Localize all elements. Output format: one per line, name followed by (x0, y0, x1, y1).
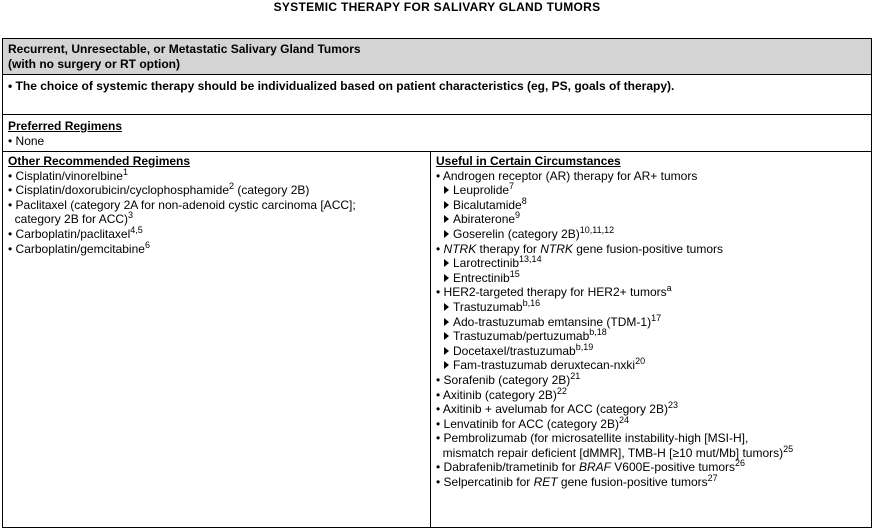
footnote-ref: a (666, 283, 672, 294)
useful-list (436, 169, 866, 490)
footnote-ref: 13,14 (519, 254, 542, 265)
sub-item: Larotrectinib$^{13,14}$ (436, 256, 866, 271)
footnote-ref: 4,5 (130, 224, 143, 235)
list-item: • Paclitaxel (category 2A for non-adenoid cystic carcinoma [ACC]; (8, 197, 356, 212)
preferred-regimens-section (3, 115, 871, 152)
list-item: • Dabrafenib/trametinib for BRAF V600E-positive tumors$^{26}$ (436, 458, 746, 475)
footnote-ref: 21 (570, 370, 581, 381)
footnote-ref: 27 (707, 473, 718, 484)
preferred-regimens-title: Preferred Regimens (8, 119, 123, 133)
sub-item: Trastuzumab/pertuzumab$^{b,18}$ (436, 329, 866, 344)
arrow-bullet-icon (444, 347, 449, 355)
italic-term: BRAF (578, 460, 611, 475)
footnote-ref: b,16 (522, 297, 541, 308)
list-item: • NTRK therapy for NTRK gene fusion-positive tumors (436, 241, 723, 256)
list-item: • Pembrolizumab (for microsatellite instability-high [MSI-H], (436, 431, 749, 446)
list-item: • Axitinib (category 2B)$^{22}$ (436, 385, 567, 402)
arrow-bullet-icon (444, 259, 449, 267)
other-regimens-column (3, 152, 431, 527)
list-item: • HER2-targeted therapy for HER2+ tumors$^a$ (436, 283, 672, 300)
other-regimens-title: Other Recommended Regimens (8, 154, 191, 168)
table-header (3, 39, 871, 75)
arrow-bullet-icon (444, 361, 449, 369)
footnote-ref: 17 (651, 312, 662, 323)
footnote-ref: b,18 (589, 327, 607, 338)
sub-item: Docetaxel/trastuzumab$^{b,19}$ (436, 344, 866, 359)
arrow-bullet-icon (444, 274, 449, 282)
preferred-item: • None (8, 134, 45, 148)
arrow-bullet-icon (444, 230, 449, 238)
footnote-ref: 7 (509, 181, 515, 192)
footnote-ref: b,19 (575, 341, 594, 352)
sub-item: Trastuzumab$^{b,16}$ (436, 300, 866, 315)
footnote-ref: 6 (144, 239, 150, 250)
footnote-ref: 25 (783, 443, 794, 454)
therapy-table (2, 38, 872, 528)
footnote-ref: 2 (229, 181, 235, 192)
arrow-bullet-icon (444, 303, 449, 311)
regimen-columns (3, 152, 871, 527)
list-item: • Carboplatin/paclitaxel$^{4,5}$ (8, 224, 143, 241)
italic-term: NTRK (540, 241, 573, 256)
sub-item: Fam-trastuzumab deruxtecan-nxki$^{20}$ (436, 358, 866, 373)
sub-item: Leuprolide$^7$ (436, 183, 866, 198)
italic-term: NTRK (443, 241, 477, 256)
arrow-bullet-icon (444, 318, 449, 326)
list-item: • Sorafenib (category 2B)$^{21}$ (436, 370, 581, 387)
sub-item: Entrectinib$^{15}$ (436, 271, 866, 286)
useful-title: Useful in Certain Circumstances (436, 154, 621, 168)
footnote-ref: 10,11,12 (579, 224, 615, 235)
list-item: • Lenvatinib for ACC (category 2B)$^{24}$ (436, 414, 629, 431)
sub-item: Bicalutamide$^8$ (436, 198, 866, 213)
footnote-ref: 15 (509, 268, 520, 279)
list-item: mismatch repair deficient [dMMR], TMB-H [≥10 mut/Mb] tumors)$^{25}$ (436, 443, 794, 460)
sub-item: Abiraterone$^9$ (436, 212, 866, 227)
list-item: • Selpercatinib for RET gene fusion-positive tumors$^{27}$ (436, 473, 718, 490)
sub-item: Goserelin (category 2B)$^{10,11,12}$ (436, 227, 866, 242)
useful-column (431, 152, 871, 527)
individualized-note: • The choice of systemic therapy should be individualized based on patient characteristics (eg, PS, goals of therapy). (3, 75, 871, 115)
arrow-bullet-icon (444, 332, 449, 340)
arrow-bullet-icon (444, 186, 449, 194)
header-line-1: Recurrent, Unresectable, or Metastatic Salivary Gland Tumors (8, 42, 361, 56)
arrow-bullet-icon (444, 215, 449, 223)
other-regimens-list (8, 166, 425, 257)
list-item: • Androgen receptor (AR) therapy for AR+ tumors (436, 168, 698, 183)
list-item: • Cisplatin/vinorelbine$^1$ (8, 166, 128, 183)
list-item: • Carboplatin/gemcitabine$^6$ (8, 239, 150, 256)
footnote-ref: 8 (521, 195, 527, 206)
list-item: category 2B for ACC)$^3$ (8, 210, 134, 227)
footnote-ref: 24 (618, 414, 629, 425)
arrow-bullet-icon (444, 201, 449, 209)
list-item: • Axitinib + avelumab for ACC (category 2B)$^{23}$ (436, 400, 678, 417)
footnote-ref: 20 (635, 356, 646, 367)
sub-item: Ado-trastuzumab emtansine $(TDM-1)^{17}$ (436, 315, 866, 330)
footnote-ref: 3 (128, 210, 134, 221)
footnote-ref: 9 (515, 210, 521, 221)
italic-term: RET (533, 475, 558, 490)
list-item: • Cisplatin/doxorubicin/cyclophosphamide$^2$ (category 2B) (8, 181, 310, 198)
footnote-ref: 22 (556, 385, 567, 396)
header-line-2: (with no surgery or RT option) (8, 57, 180, 71)
footnote-ref: 1 (122, 166, 128, 177)
footnote-ref: 23 (667, 400, 678, 411)
footnote-ref: 26 (735, 458, 746, 469)
page-title: SYSTEMIC THERAPY FOR SALIVARY GLAND TUMORS (273, 0, 601, 14)
